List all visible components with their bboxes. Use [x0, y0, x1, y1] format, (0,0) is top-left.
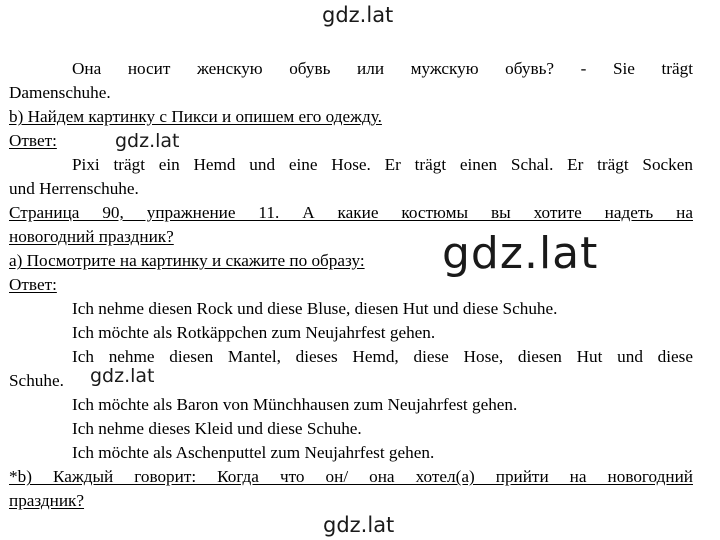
paragraph-line: Ich nehme dieses Kleid und diese Schuhe.	[72, 419, 362, 438]
watermark-large: gdz.lat	[442, 228, 599, 279]
paragraph-line: und Herrenschuhe.	[9, 179, 139, 198]
paragraph-line: Pixi trägt ein Hemd und eine Hose. Er trägt einen Schal. Er trägt Socken	[72, 155, 693, 174]
answer-label: Ответ:	[9, 275, 57, 294]
task-heading: праздник?	[9, 491, 85, 510]
task-heading: а) Посмотрите на картинку и скажите по образу:	[9, 251, 365, 270]
task-heading: b) Найдем картинку с Пикси и опишем его одежду.	[9, 107, 382, 126]
paragraph-line: Ich nehme diesen Mantel, dieses Hemd, diese Hose, diesen Hut und diese	[72, 347, 693, 366]
paragraph-line: Ich möchte als Baron von Münchhausen zum Neujahrfest gehen.	[72, 395, 518, 414]
watermark-bottom: gdz.lat	[323, 513, 395, 537]
paragraph-line: Ich nehme diesen Rock und diese Bluse, diesen Hut und diese Schuhe.	[72, 299, 558, 318]
paragraph-line: Ich möchte als Aschenputtel zum Neujahrfest gehen.	[72, 443, 435, 462]
paragraph-line: Она носит женскую обувь или мужскую обувь? - Sie trägt	[72, 59, 693, 78]
watermark-top: gdz.lat	[322, 3, 394, 27]
exercise-heading: Страница 90, упражнение 11. А какие костюмы вы хотите надеть на	[9, 203, 693, 222]
task-heading: *b) Каждый говорит: Когда что он/ она хотел(а) прийти на новогодний	[9, 467, 693, 486]
exercise-heading: новогодний праздник?	[9, 227, 174, 246]
paragraph-line: Ich möchte als Rotkäppchen zum Neujahrfest gehen.	[72, 323, 436, 342]
watermark-small: gdz.lat	[115, 130, 180, 152]
paragraph-line: Schuhe.	[9, 371, 64, 390]
paragraph-line: Damenschuhe.	[9, 83, 111, 102]
watermark-small: gdz.lat	[90, 365, 155, 387]
answer-label: Ответ:	[9, 131, 57, 150]
